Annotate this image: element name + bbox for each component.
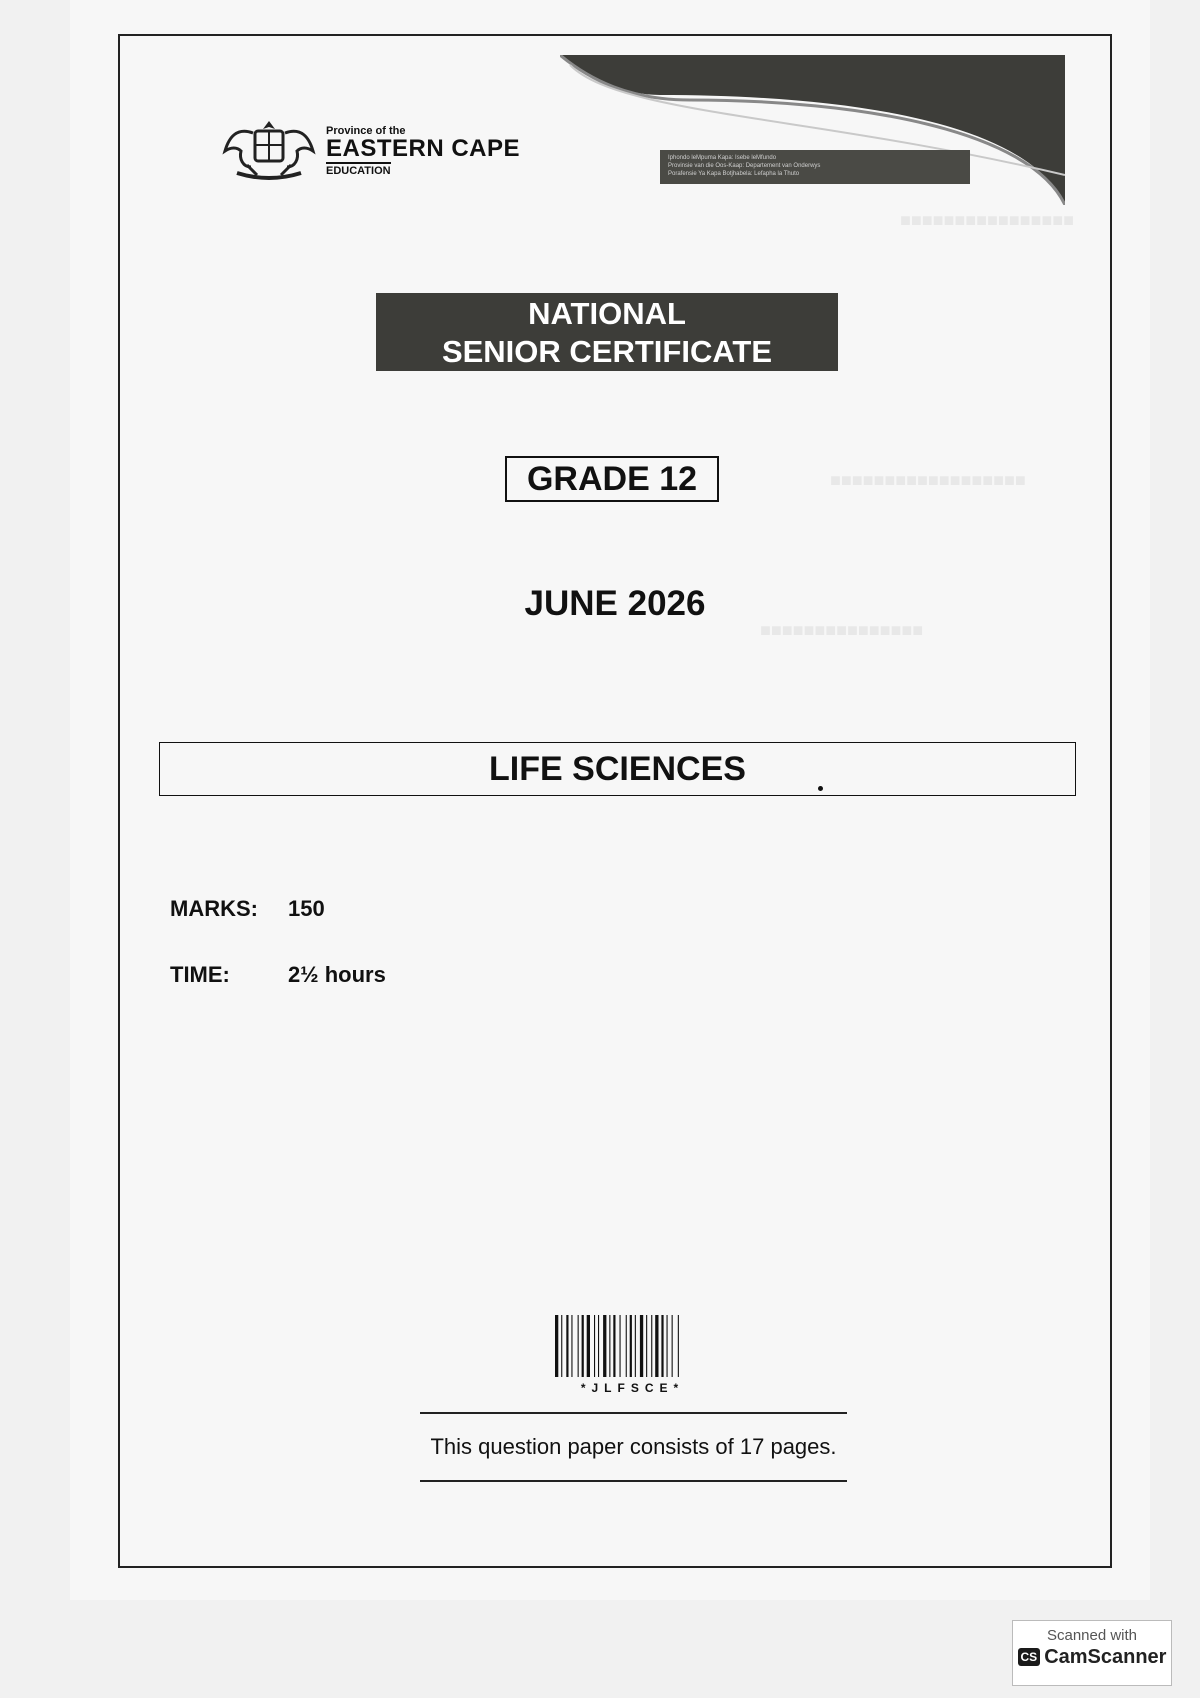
scanner-watermark (1012, 1620, 1172, 1686)
department-banner (660, 150, 970, 184)
stray-dot (818, 786, 823, 791)
barcode-bar (609, 1315, 610, 1377)
watermark-brand (1013, 1646, 1171, 1669)
subject-box: LIFE SCIENCES (159, 742, 1076, 796)
barcode-text: *JLFSCE* (580, 1381, 685, 1395)
marks-value: 150 (288, 896, 325, 921)
barcode-bar (555, 1315, 558, 1377)
certificate-title-line: NATIONAL (528, 296, 686, 331)
banner-line: Porafensie Ya Kapa Botjhabela: Lefapha la Thuto (668, 171, 800, 177)
barcode-bar (561, 1315, 562, 1377)
barcode-bar (594, 1315, 595, 1377)
certificate-title (376, 293, 838, 371)
banner-line: Iphondo leMpuma Kapa: Isebe leMfundo (668, 155, 777, 161)
certificate-title-line: SENIOR CERTIFICATE (441, 334, 773, 369)
page-count-note: This question paper consists of 17 pages. (430, 1434, 837, 1459)
grade-box: GRADE 12 (505, 456, 719, 502)
coat-of-arms-icon (217, 117, 321, 183)
time-value: 2½ hours (288, 962, 386, 987)
marks-label: MARKS: (170, 896, 258, 921)
barcode-bar (646, 1315, 647, 1377)
banner-line: Provinsie van die Oos-Kaap: Departement van Onderwys (668, 163, 821, 169)
barcode-bar (571, 1315, 572, 1377)
barcode-bar (582, 1315, 584, 1377)
barcode (555, 1315, 710, 1385)
barcode-bar (626, 1315, 627, 1377)
barcode-bar (566, 1315, 568, 1377)
barcode-bar (672, 1315, 673, 1377)
barcode-bar (640, 1315, 643, 1377)
barcode-bar (620, 1315, 621, 1377)
barcode-bar (651, 1315, 652, 1377)
exam-session: JUNE 2026 (524, 584, 706, 623)
top-rule (420, 1412, 847, 1414)
province-name: EASTERN CAPE (326, 135, 521, 162)
time-label: TIME: (170, 962, 230, 987)
department-name: EDUCATION (326, 162, 391, 177)
bottom-rule (420, 1480, 847, 1482)
barcode-bar (613, 1315, 615, 1377)
barcode-bar (598, 1315, 599, 1377)
barcode-bar (630, 1315, 632, 1377)
province-line: Province of the (326, 125, 406, 137)
barcode-bar (578, 1315, 579, 1377)
barcode-bar (587, 1315, 590, 1377)
barcode-bar (667, 1315, 668, 1377)
barcode-bar (661, 1315, 663, 1377)
province-logo-text (326, 125, 520, 179)
barcode-bar (655, 1315, 658, 1377)
barcode-bar (603, 1315, 606, 1377)
watermark-line: Scanned with (1046, 1627, 1138, 1644)
barcode-bar (635, 1315, 636, 1377)
watermark-brand-name: CamScanner (1044, 1646, 1167, 1668)
camscanner-icon: CS (1018, 1648, 1041, 1666)
barcode-bar (678, 1315, 679, 1377)
